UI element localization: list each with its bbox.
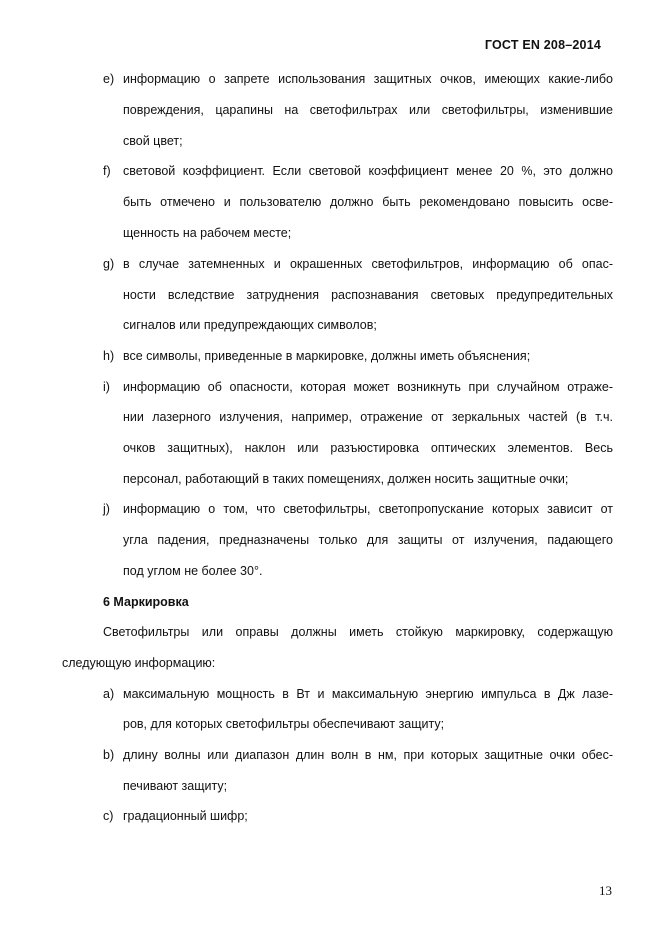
text-line: под углом не более 30°. <box>123 564 263 578</box>
text-line: персонал, работающий в таких помещениях, должен носить защитные очки; <box>123 472 569 486</box>
text-line: нии лазерного излучения, например, отражение от зеркальных частей (в т.ч. <box>123 410 613 424</box>
text-line: быть отмечено и пользователю должно быть рекомендовано повысить осве- <box>123 195 613 209</box>
list-marker-b: b) <box>103 748 115 762</box>
text-line: информацию о том, что светофильтры, светопропускание которых зависит от <box>123 502 613 516</box>
text-line: сигналов или предупреждающих символов; <box>123 318 377 332</box>
text-line: свой цвет; <box>123 134 183 148</box>
text-line: максимальную мощность в Вт и максимальную энергию импульса в Дж лазе- <box>123 687 613 701</box>
text-line: ров, для которых светофильтры обеспечивают защиту; <box>123 717 445 731</box>
section-heading: 6 Маркировка <box>103 595 189 609</box>
text-line: повреждения, царапины на светофильтрах или светофильтры, изменившие <box>123 103 613 117</box>
text-line: информацию о запрете использования защитных очков, имеющих какие-либо <box>123 72 613 86</box>
text-line: очков защитных), наклон или разъюстировка оптических элементов. Весь <box>123 441 613 455</box>
text-line: щенность на рабочем месте; <box>123 226 292 240</box>
list-marker-e: e) <box>103 72 115 86</box>
text-line: в случае затемненных и окрашенных светофильтров, информацию об опас- <box>123 257 613 271</box>
page-number: 13 <box>599 883 612 898</box>
text-line: все символы, приведенные в маркировке, должны иметь объяснения; <box>123 349 531 363</box>
text-line: длину волны или диапазон длин волн в нм, при которых защитные очки обес- <box>123 748 613 762</box>
text-line: ности вследствие затруднения распознавания световых предупредительных <box>123 288 613 302</box>
paragraph-line: Светофильтры или оправы должны иметь стойкую маркировку, содержащую <box>103 625 613 639</box>
text-line: печивают защиту; <box>123 779 228 793</box>
paragraph-line: следующую информацию: <box>62 656 216 670</box>
list-marker-g: g) <box>103 257 115 271</box>
text-line: угла падения, предназначены только для защиты от излучения, падающего <box>123 533 613 547</box>
list-marker-c: c) <box>103 809 114 823</box>
list-marker-a: a) <box>103 687 115 701</box>
text-line: информацию об опасности, которая может возникнуть при случайном отраже- <box>123 380 613 394</box>
list-marker-f: f) <box>103 164 111 178</box>
list-marker-i: i) <box>103 380 110 394</box>
text-line: световой коэффициент. Если световой коэффициент менее 20 %, это должно <box>123 164 613 178</box>
list-marker-h: h) <box>103 349 115 363</box>
text-line: градационный шифр; <box>123 809 248 823</box>
document-header-id: ГОСТ EN 208–2014 <box>484 38 601 52</box>
list-marker-j: j) <box>103 502 110 516</box>
